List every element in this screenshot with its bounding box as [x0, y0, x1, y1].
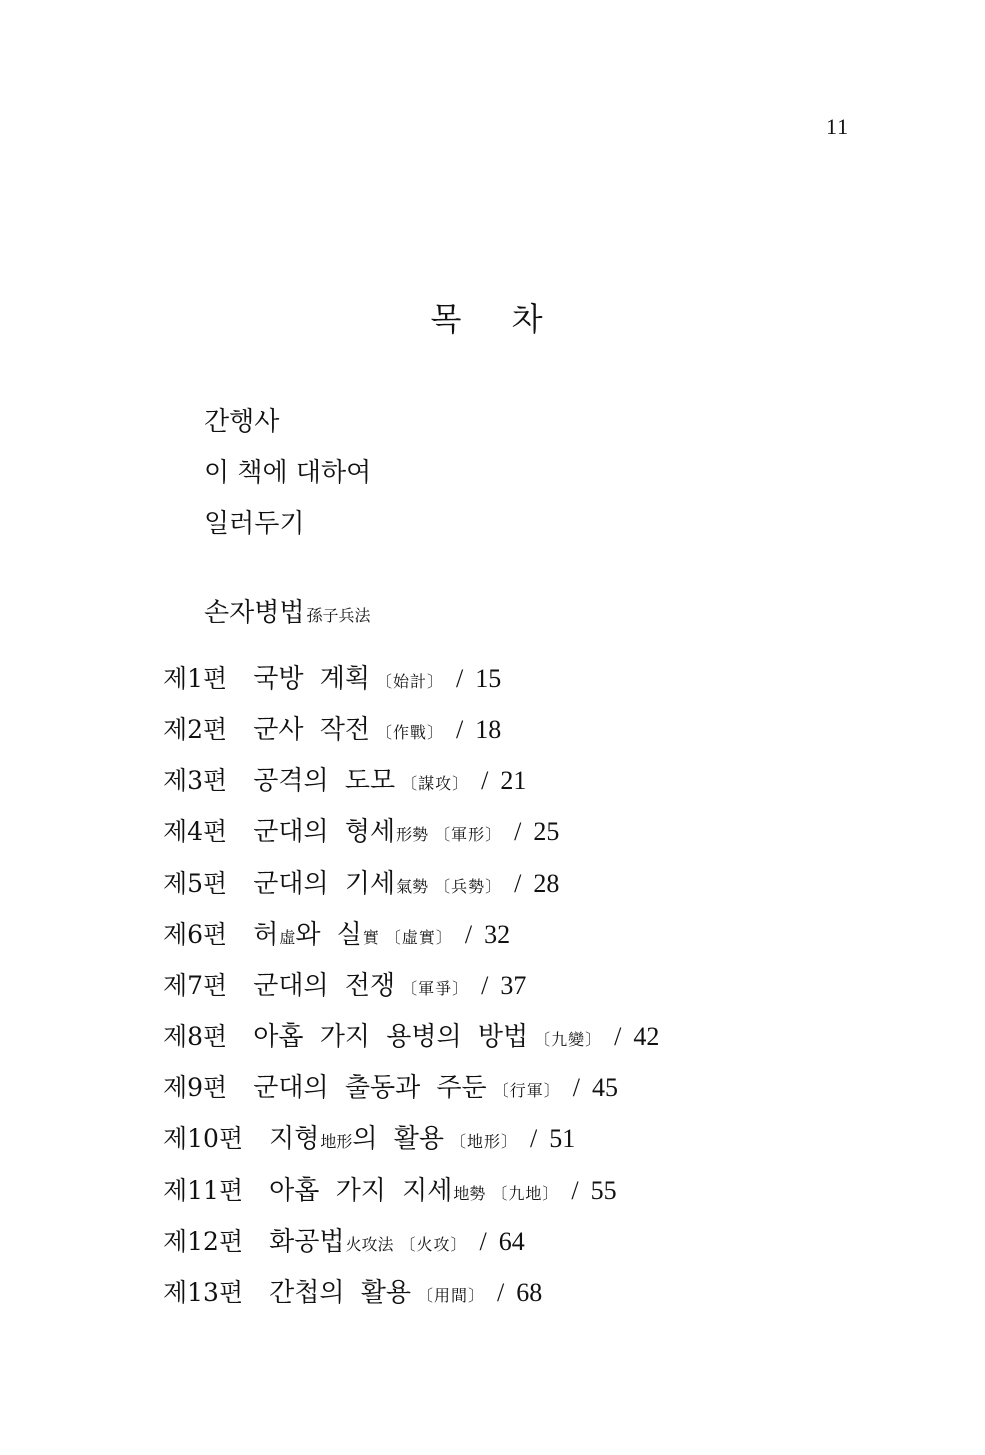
chapter-title: 아홉 가지 용병의 방법 [253, 1022, 529, 1053]
page-title: 목 차 [430, 300, 563, 338]
chapter-page: 28 [533, 868, 560, 898]
chapter-suffix-hanja: 實 [362, 927, 379, 947]
chapter-inline-hanja: 火攻法 [345, 1234, 394, 1254]
chapter-original-title: 〔軍形〕 [434, 825, 503, 845]
section-title: 손자병법 [204, 598, 305, 628]
chapter-label: 제4편 [163, 817, 228, 847]
chapter-title: 군대의 형세 [253, 817, 396, 848]
chapter-entry[interactable] [163, 1169, 659, 1220]
chapter-original-title: 〔火攻〕 [399, 1234, 468, 1254]
chapter-title: 허 [253, 919, 279, 950]
chapter-original-title: 〔謀攻〕 [401, 774, 470, 794]
chapter-label: 제12편 [163, 1226, 244, 1256]
chapter-entry[interactable] [163, 1271, 659, 1322]
chapter-original-title: 〔軍爭〕 [401, 978, 470, 998]
separator: / [514, 817, 522, 847]
chapter-title-suffix: 와 실 [295, 919, 362, 950]
separator: / [455, 664, 464, 693]
chapter-label: 제5편 [163, 868, 228, 898]
chapter-entry[interactable] [163, 964, 659, 1015]
chapter-title: 아홉 가지 지세 [269, 1175, 453, 1206]
chapter-title: 군사 작전 [253, 715, 370, 746]
separator: / [479, 1226, 487, 1256]
chapter-original-title: 〔用間〕 [416, 1285, 485, 1305]
chapter-inline-hanja: 形勢 [396, 825, 429, 845]
chapter-label: 제6편 [163, 919, 228, 949]
chapter-page: 37 [500, 970, 527, 1000]
separator: / [481, 970, 489, 1000]
chapter-label: 제3편 [163, 766, 228, 796]
chapter-page: 55 [590, 1175, 617, 1205]
chapter-page: 45 [591, 1073, 618, 1103]
separator: / [514, 868, 522, 898]
chapter-original-title: 〔地形〕 [450, 1132, 519, 1152]
chapter-original-title: 〔九變〕 [534, 1030, 603, 1050]
chapter-page: 21 [500, 766, 527, 796]
chapter-label: 제7편 [163, 970, 228, 1000]
chapter-page: 64 [498, 1226, 525, 1256]
chapter-original-title: 〔行軍〕 [492, 1081, 561, 1101]
chapter-entry[interactable] [163, 913, 659, 964]
chapter-original-title: 〔始計〕 [375, 672, 444, 691]
chapter-title: 지형 [269, 1124, 320, 1155]
separator: / [530, 1124, 538, 1154]
separator: / [497, 1277, 505, 1307]
chapter-title-suffix: 의 활용 [352, 1124, 444, 1155]
separator: / [572, 1073, 580, 1103]
chapter-title: 군대의 전쟁 [253, 970, 396, 1001]
chapter-title: 공격의 도모 [253, 766, 396, 797]
chapter-inline-hanja: 地勢 [453, 1183, 486, 1203]
chapter-inline-hanja: 氣勢 [396, 876, 429, 896]
section-hanja: 孫子兵法 [306, 606, 371, 625]
chapter-original-title: 〔九地〕 [491, 1183, 560, 1203]
chapter-entry[interactable] [163, 1117, 659, 1168]
page-number: 11 [826, 114, 850, 139]
front-matter-item[interactable]: 이 책에 대하여 [204, 458, 372, 488]
chapter-entry[interactable] [163, 1220, 659, 1271]
separator: / [455, 715, 464, 745]
chapter-entry[interactable] [163, 1015, 659, 1066]
chapter-inline-hanja: 地形 [320, 1132, 353, 1152]
separator: / [571, 1175, 579, 1205]
front-matter-list [204, 402, 371, 555]
chapter-title: 국방 계획 [253, 664, 370, 694]
front-matter-item[interactable]: 일러두기 [204, 509, 305, 539]
chapter-label: 제1편 [163, 664, 228, 693]
chapter-title: 화공법 [269, 1226, 345, 1257]
chapter-original-title: 〔虛實〕 [384, 927, 453, 947]
chapter-page: 51 [549, 1124, 576, 1154]
chapter-page: 15 [475, 664, 502, 693]
separator: / [481, 766, 489, 796]
chapter-label: 제8편 [163, 1022, 228, 1052]
chapter-page: 42 [633, 1022, 660, 1052]
chapter-title: 간첩의 활용 [269, 1277, 411, 1308]
chapter-original-title: 〔兵勢〕 [434, 876, 503, 896]
chapter-label: 제9편 [163, 1073, 228, 1103]
chapter-label: 제10편 [163, 1124, 244, 1154]
chapter-page: 68 [516, 1277, 543, 1307]
chapter-label: 제11편 [163, 1175, 244, 1205]
section-heading [204, 592, 370, 629]
chapter-inline-hanja: 虛 [279, 927, 296, 947]
chapter-entry[interactable] [163, 1066, 659, 1117]
chapter-entry[interactable] [163, 657, 659, 708]
chapter-title: 군대의 출동과 주둔 [253, 1073, 487, 1104]
chapter-entry[interactable] [163, 708, 659, 759]
chapter-page: 25 [533, 817, 560, 847]
separator: / [614, 1022, 622, 1052]
chapter-label: 제13편 [163, 1277, 244, 1307]
chapter-list [163, 657, 659, 1322]
chapter-entry[interactable] [163, 862, 659, 913]
chapter-entry[interactable] [163, 759, 659, 810]
chapter-page: 18 [475, 715, 502, 745]
chapter-page: 32 [484, 919, 511, 949]
chapter-title: 군대의 기세 [253, 868, 396, 899]
separator: / [464, 919, 473, 949]
chapter-original-title: 〔作戰〕 [375, 723, 444, 743]
front-matter-item[interactable]: 간행사 [204, 407, 280, 437]
chapter-label: 제2편 [163, 715, 228, 745]
chapter-entry[interactable] [163, 810, 659, 861]
